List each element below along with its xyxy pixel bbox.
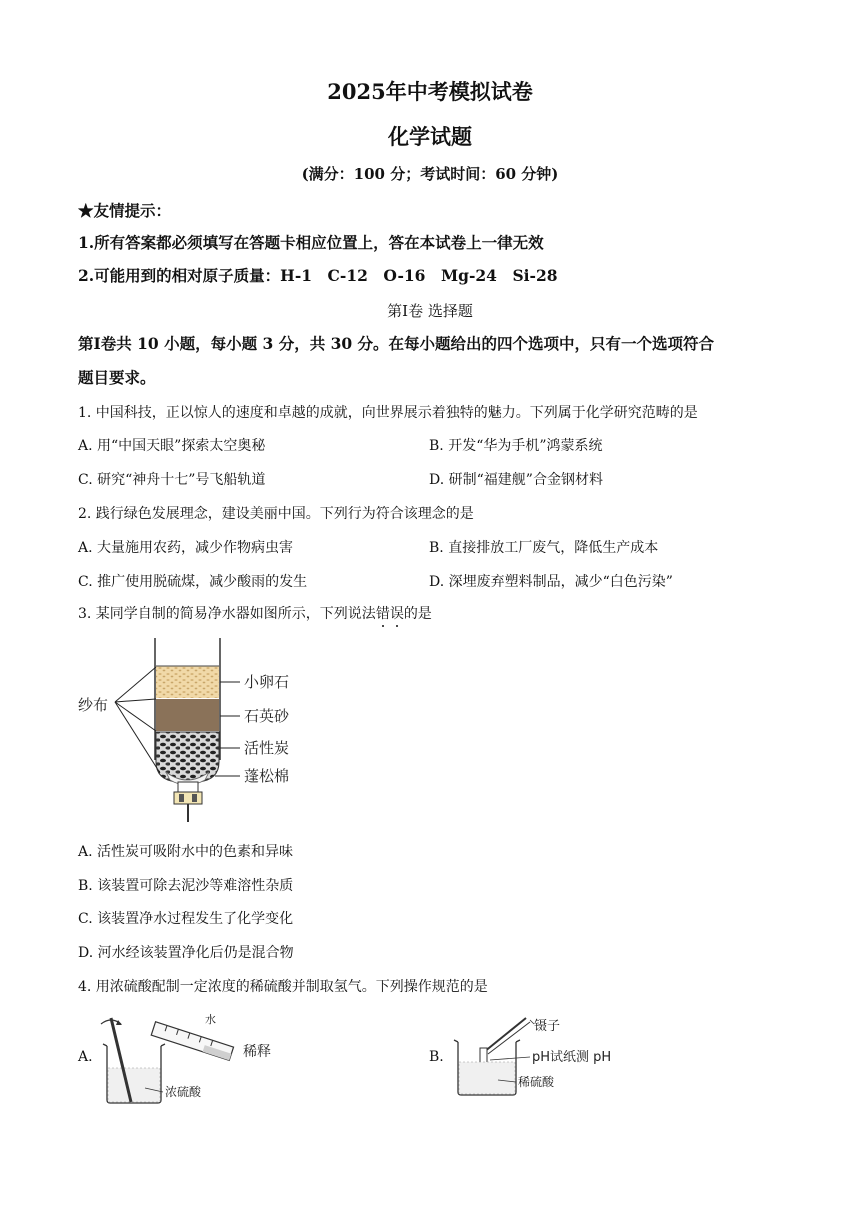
question-3-option-c: C. 该装置净水过程发生了化学变化	[78, 911, 294, 927]
concentrated-acid-label: 浓硫酸	[165, 1085, 202, 1099]
question-4-option-a-letter: A.	[78, 1049, 93, 1065]
emphasis-char-2: 误	[389, 606, 404, 622]
pebble-label: 小卵石	[244, 673, 290, 691]
question-3-option-b: B. 该装置可除去泥沙等难溶性杂质	[78, 878, 294, 894]
question-2-stem: 2. 践行绿色发展理念，建设美丽中国。下列行为符合该理念的是	[78, 506, 474, 522]
question-1-stem: 1. 中国科技，正以惊人的速度和卓越的成就，向世界展示着独特的魅力。下列属于化学研究范畴的是	[78, 405, 698, 421]
ph-test-figure	[448, 1010, 648, 1100]
question-3-option-d: D. 河水经该装置净化后仍是混合物	[78, 945, 294, 961]
quartz-sand-label: 石英砂	[244, 707, 290, 725]
question-1-option-c: C. 研究“神舟十七”号飞船轨道	[78, 472, 266, 488]
question-2-option-c: C. 推广使用脱硫煤，减少酸雨的发生	[78, 574, 308, 590]
dilute-acid-label: 稀硫酸	[518, 1075, 555, 1089]
tweezers-icon	[484, 1018, 526, 1052]
section-title: 第Ⅰ卷 选择题	[387, 302, 473, 320]
pebble-layer	[156, 666, 219, 698]
question-3-stem-suffix: 的是	[403, 606, 432, 622]
question-2-option-d: D. 深埋废弃塑料制品，减少“白色污染”	[429, 574, 673, 590]
question-1-option-a: A. 用“中国天眼”探索太空奥秘	[78, 438, 266, 454]
quartz-sand-layer	[156, 699, 219, 731]
question-1-option-b: B. 开发“华为手机”鸿蒙系统	[429, 438, 603, 454]
question-1-option-d: D. 研制“福建舰”合金钢材料	[429, 472, 603, 488]
question-3-stem	[78, 603, 432, 623]
page-title: 2025年中考模拟试卷	[327, 79, 533, 104]
question-2-option-b: B. 直接排放工厂废气，降低生产成本	[429, 540, 659, 556]
section-desc-line-2: 题目要求。	[78, 368, 156, 387]
dilution-figure	[95, 1008, 275, 1108]
water-filter-figure	[70, 630, 330, 830]
emphasis-char-1: 错	[375, 606, 390, 622]
tips-line-2: 2.可能用到的相对原子质量：H-1 C-12 O-16 Mg-24 Si-28	[78, 266, 558, 285]
question-2-option-a: A. 大量施用农药，减少作物病虫害	[78, 540, 294, 556]
tweezers-label: 镊子	[534, 1019, 561, 1034]
ph-test-label: pH试纸测 pH	[532, 1050, 612, 1065]
page-subtitle: 化学试题	[388, 124, 472, 149]
question-4-option-b-letter: B.	[429, 1049, 444, 1065]
tips-heading: ★友情提示：	[78, 201, 172, 220]
valve	[174, 792, 202, 804]
question-4-stem: 4. 用浓硫酸配制一定浓度的稀硫酸并制取氢气。下列操作规范的是	[78, 979, 488, 995]
carbon-layer	[156, 732, 219, 782]
dilute-label: 稀释	[243, 1044, 271, 1060]
question-3-option-a: A. 活性炭可吸附水中的色素和异味	[78, 844, 294, 860]
gauze-label: 纱布	[78, 696, 109, 714]
tips-line-1: 1.所有答案都必须填写在答题卡相应位置上，答在本试卷上一律无效	[78, 233, 544, 252]
exam-info: (满分：100 分；考试时间：60 分钟)	[301, 165, 559, 183]
carbon-label: 活性炭	[244, 739, 290, 757]
cotton-label: 蓬松棉	[244, 767, 290, 785]
section-desc-line-1: 第Ⅰ卷共 10 小题，每小题 3 分，共 30 分。在每小题给出的四个选项中，只有一个选项符合	[78, 334, 715, 353]
question-3-stem-prefix: 3. 某同学自制的简易净水器如图所示，下列说法	[78, 606, 376, 622]
water-label: 水	[205, 1013, 216, 1026]
